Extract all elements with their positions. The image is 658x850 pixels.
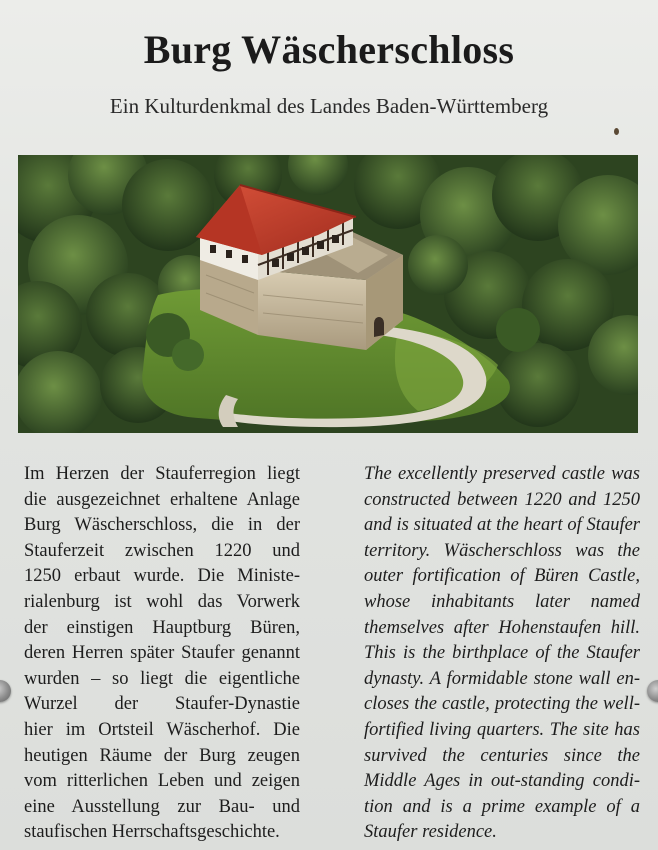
english-line: outer fortification of Büren Castle, <box>364 566 640 587</box>
english-line: territory. Wäscherschloss was the <box>364 540 640 561</box>
german-line: der einstigen Hauptburg Büren, <box>24 617 300 638</box>
german-line: deren Herren später Staufer genannt <box>24 643 300 664</box>
english-line: survived the centuries since the <box>364 745 640 766</box>
german-line: Wurzel der Staufer-Dynastie <box>24 694 300 715</box>
dirt-speck <box>614 128 619 135</box>
sign-title: Burg Wäscherschloss <box>143 27 515 72</box>
english-line: and is situated at the heart of Staufer <box>364 515 640 536</box>
english-line: Middle Ages in out-standing condi- <box>364 771 640 792</box>
english-line: tion and is a prime example of a <box>364 796 640 817</box>
english-line: whose inhabitants later named <box>364 591 640 612</box>
german-line: Im Herzen der Stauferregion liegt <box>24 464 300 484</box>
english-description <box>364 462 640 846</box>
german-line: staufischen Herrschaftsgeschichte. <box>24 822 280 843</box>
screw-bolt-icon <box>0 680 11 702</box>
english-line: This is the birthplace of the Staufer <box>364 643 640 664</box>
english-line: Staufer residence. <box>364 822 497 843</box>
german-line: vom ritterlichen Leben und zeigen <box>24 771 300 792</box>
english-line: fortified living quarters. The site has <box>364 719 640 740</box>
german-line: die ausgezeichnet erhaltene Anlage <box>24 489 300 510</box>
german-line: hier im Ortsteil Wäscherhof. Die <box>24 719 300 740</box>
german-line: Burg Wäscherschloss, die in der <box>24 515 300 536</box>
english-line: dynasty. A formidable stone wall en- <box>364 668 640 689</box>
german-line: wurden – so liegt die eigentliche <box>24 668 300 689</box>
german-line: eine Ausstellung zur Bau- und <box>24 796 300 817</box>
screw-bolt-icon <box>647 680 658 702</box>
german-line: 1250 erbaut wurde. Die Ministe- <box>24 566 300 587</box>
castle-aerial-photo <box>18 155 638 433</box>
english-line: constructed between 1220 and 1250 <box>364 489 640 510</box>
german-description <box>24 462 300 846</box>
german-line: heutigen Räume der Burg zeugen <box>24 745 300 766</box>
english-line: The excellently preserved castle was <box>364 464 640 484</box>
sign-subtitle: Ein Kulturdenkmal des Landes Baden-Württemberg <box>109 94 549 118</box>
english-line: closes the castle, protecting the well- <box>364 694 640 715</box>
english-line: themselves after Hohenstaufen hill. <box>364 617 640 638</box>
german-line: rialenburg ist wohl das Vorwerk <box>24 591 300 612</box>
german-line: Stauferzeit zwischen 1220 und <box>24 540 300 561</box>
castle-aerial-illustration <box>18 155 638 433</box>
